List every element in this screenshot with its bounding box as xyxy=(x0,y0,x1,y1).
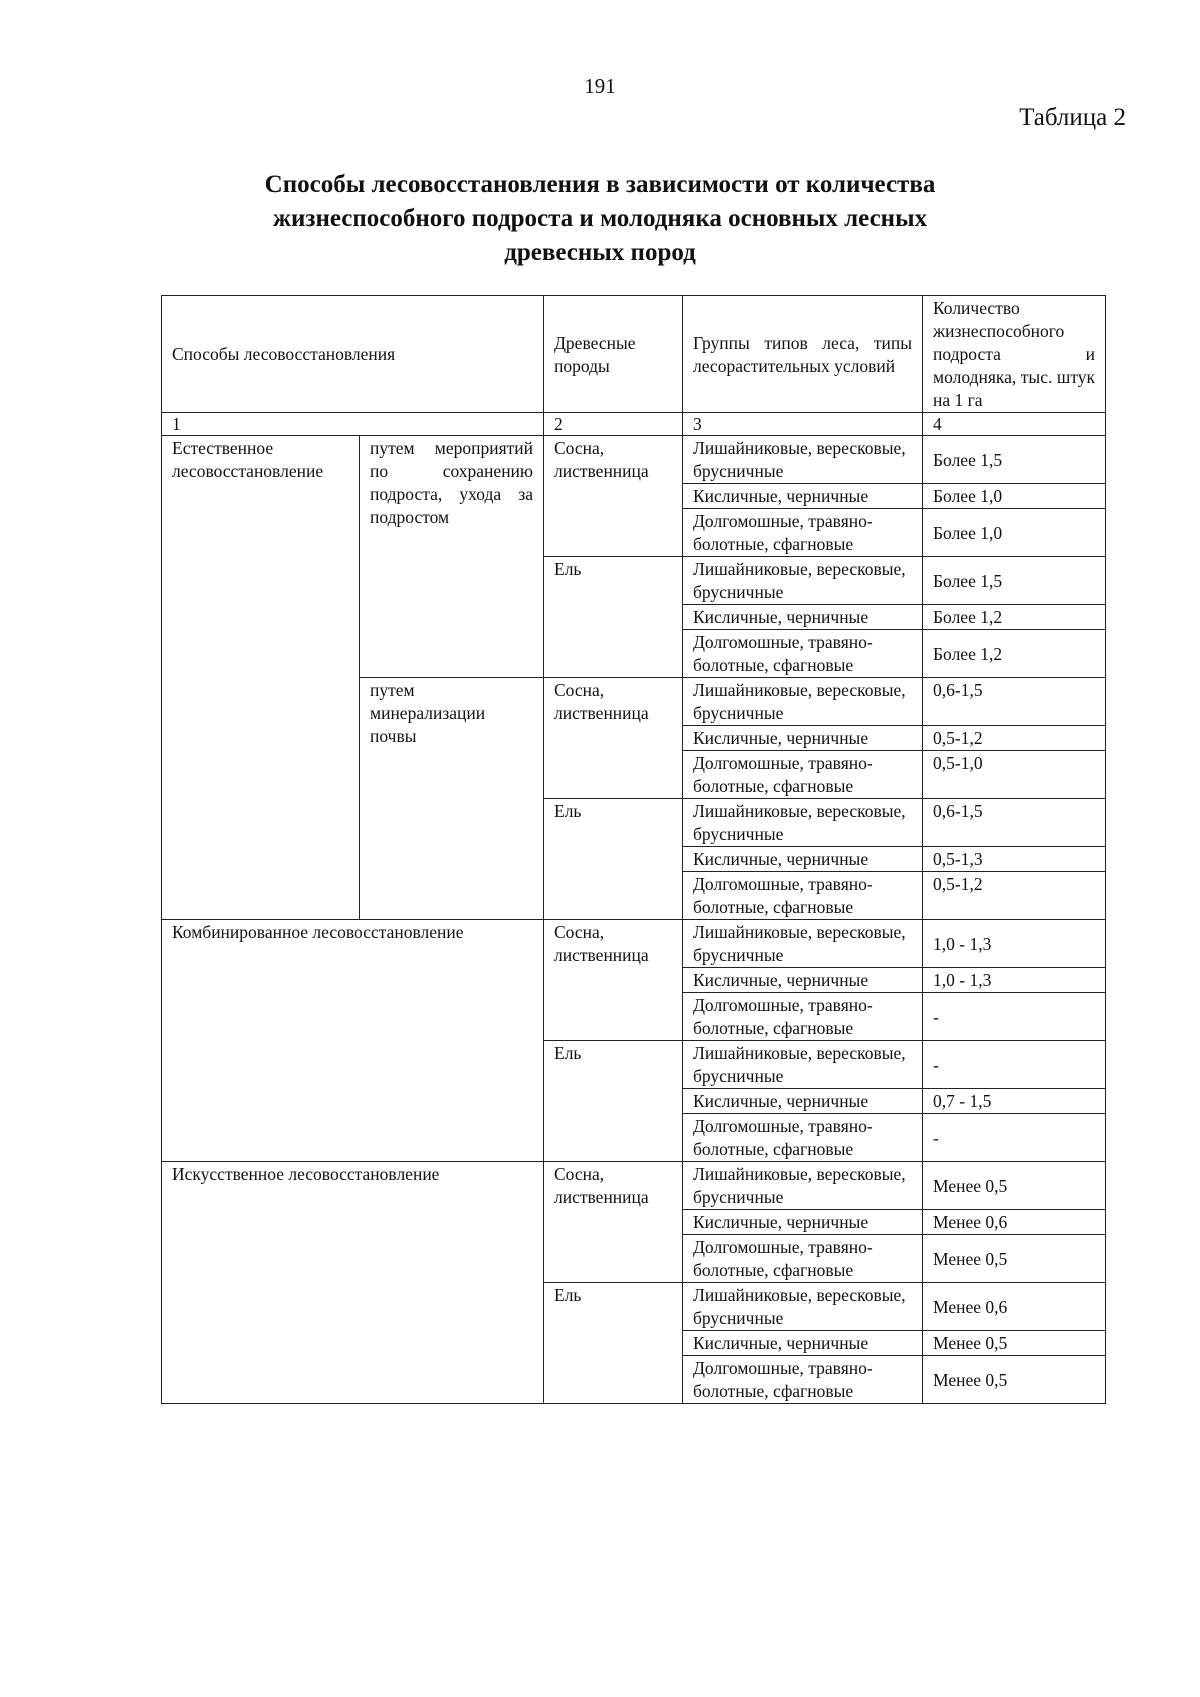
forest-type-cell: Кисличные, черничные xyxy=(683,1331,923,1356)
table-row xyxy=(162,1162,1106,1210)
forest-type-cell: Долгомошные, травяно-болотные, сфагновые xyxy=(683,1235,923,1283)
forest-type-cell: Долгомошные, травяно-болотные, сфагновые xyxy=(683,872,923,920)
value-cell: 0,5-1,2 xyxy=(923,726,1106,751)
value-cell: 0,6-1,5 xyxy=(923,799,1106,847)
species-cell: Сосна, лиственница xyxy=(544,436,683,557)
method-artificial: Искусственное лесовосстановление xyxy=(162,1162,544,1404)
forest-type-cell: Долгомошные, травяно-болотные, сфагновые xyxy=(683,1114,923,1162)
value-cell: Менее 0,5 xyxy=(923,1162,1106,1210)
forest-type-cell: Долгомошные, травяно-болотные, сфагновые xyxy=(683,1356,923,1404)
header-row xyxy=(162,296,1106,413)
value-cell: - xyxy=(923,993,1106,1041)
forest-type-cell: Лишайниковые, вересковые, брусничные xyxy=(683,920,923,968)
forest-type-cell: Кисличные, черничные xyxy=(683,1210,923,1235)
method-natural: Естественное лесовосстановление xyxy=(162,436,360,920)
value-cell: Более 1,5 xyxy=(923,557,1106,605)
forest-type-cell: Долгомошные, травяно-болотные, сфагновые xyxy=(683,993,923,1041)
forest-type-cell: Лишайниковые, вересковые, брусничные xyxy=(683,1283,923,1331)
column-number: 4 xyxy=(923,413,1106,436)
forest-type-cell: Кисличные, черничные xyxy=(683,605,923,630)
column-number: 2 xyxy=(544,413,683,436)
header-forest-types: Группы типов леса, типы лесорастительных условий xyxy=(683,296,923,413)
column-number: 1 xyxy=(162,413,544,436)
method-combined: Комбинированное лесовосстановление xyxy=(162,920,544,1162)
value-cell: Более 1,2 xyxy=(923,605,1106,630)
table-row xyxy=(162,436,1106,484)
value-cell: Более 1,0 xyxy=(923,484,1106,509)
value-cell: - xyxy=(923,1041,1106,1089)
value-cell: - xyxy=(923,1114,1106,1162)
reforestation-table xyxy=(161,295,1106,1404)
value-cell: 0,6-1,5 xyxy=(923,678,1106,726)
forest-type-cell: Долгомошные, травяно-болотные, сфагновые xyxy=(683,630,923,678)
value-cell: 0,5-1,0 xyxy=(923,751,1106,799)
method-natural-sub1: путем мероприятий по сохранению подроста, ухода за подростом xyxy=(360,436,544,678)
value-cell: Более 1,0 xyxy=(923,509,1106,557)
forest-type-cell: Кисличные, черничные xyxy=(683,484,923,509)
value-cell: Менее 0,5 xyxy=(923,1235,1106,1283)
species-cell: Ель xyxy=(544,1041,683,1162)
species-cell: Ель xyxy=(544,799,683,920)
species-cell: Ель xyxy=(544,557,683,678)
value-cell: 0,5-1,3 xyxy=(923,847,1106,872)
header-quantity: Количество жизнеспособного подроста и молодняка, тыс. штук на 1 га xyxy=(923,296,1106,413)
value-cell: Более 1,5 xyxy=(923,436,1106,484)
forest-type-cell: Долгомошные, травяно-болотные, сфагновые xyxy=(683,509,923,557)
method-natural-sub2: путем минерализации почвы xyxy=(360,678,544,920)
forest-type-cell: Лишайниковые, вересковые, брусничные xyxy=(683,557,923,605)
forest-type-cell: Кисличные, черничные xyxy=(683,847,923,872)
value-cell: Менее 0,5 xyxy=(923,1356,1106,1404)
header-species: Древесные породы xyxy=(544,296,683,413)
value-cell: 0,5-1,2 xyxy=(923,872,1106,920)
document-title xyxy=(120,168,1080,270)
forest-type-cell: Кисличные, черничные xyxy=(683,968,923,993)
species-cell: Сосна, лиственница xyxy=(544,920,683,1041)
value-cell: Менее 0,6 xyxy=(923,1210,1106,1235)
forest-type-cell: Долгомошные, травяно-болотные, сфагновые xyxy=(683,751,923,799)
value-cell: 1,0 - 1,3 xyxy=(923,920,1106,968)
value-cell: 0,7 - 1,5 xyxy=(923,1089,1106,1114)
species-cell: Ель xyxy=(544,1283,683,1404)
value-cell: Менее 0,5 xyxy=(923,1331,1106,1356)
forest-type-cell: Лишайниковые, вересковые, брусничные xyxy=(683,678,923,726)
forest-type-cell: Кисличные, черничные xyxy=(683,726,923,751)
page-number: 191 xyxy=(584,74,616,98)
header-methods: Способы лесовосстановления xyxy=(162,296,544,413)
title-line: древесных пород xyxy=(504,239,696,266)
species-cell: Сосна, лиственница xyxy=(544,678,683,799)
forest-type-cell: Лишайниковые, вересковые, брусничные xyxy=(683,799,923,847)
forest-type-cell: Лишайниковые, вересковые, брусничные xyxy=(683,436,923,484)
value-cell: Более 1,2 xyxy=(923,630,1106,678)
table-row xyxy=(162,920,1106,968)
forest-type-cell: Лишайниковые, вересковые, брусничные xyxy=(683,1162,923,1210)
column-numbers-row xyxy=(162,413,1106,436)
value-cell: 1,0 - 1,3 xyxy=(923,968,1106,993)
forest-type-cell: Кисличные, черничные xyxy=(683,1089,923,1114)
title-line: жизнеспособного подроста и молодняка основных лесных xyxy=(272,205,928,232)
species-cell: Сосна, лиственница xyxy=(544,1162,683,1283)
title-line: Способы лесовосстановления в зависимости от количества xyxy=(264,171,936,198)
value-cell: Менее 0,6 xyxy=(923,1283,1106,1331)
table-label: Таблица 2 xyxy=(1019,104,1126,131)
forest-type-cell: Лишайниковые, вересковые, брусничные xyxy=(683,1041,923,1089)
column-number: 3 xyxy=(683,413,923,436)
